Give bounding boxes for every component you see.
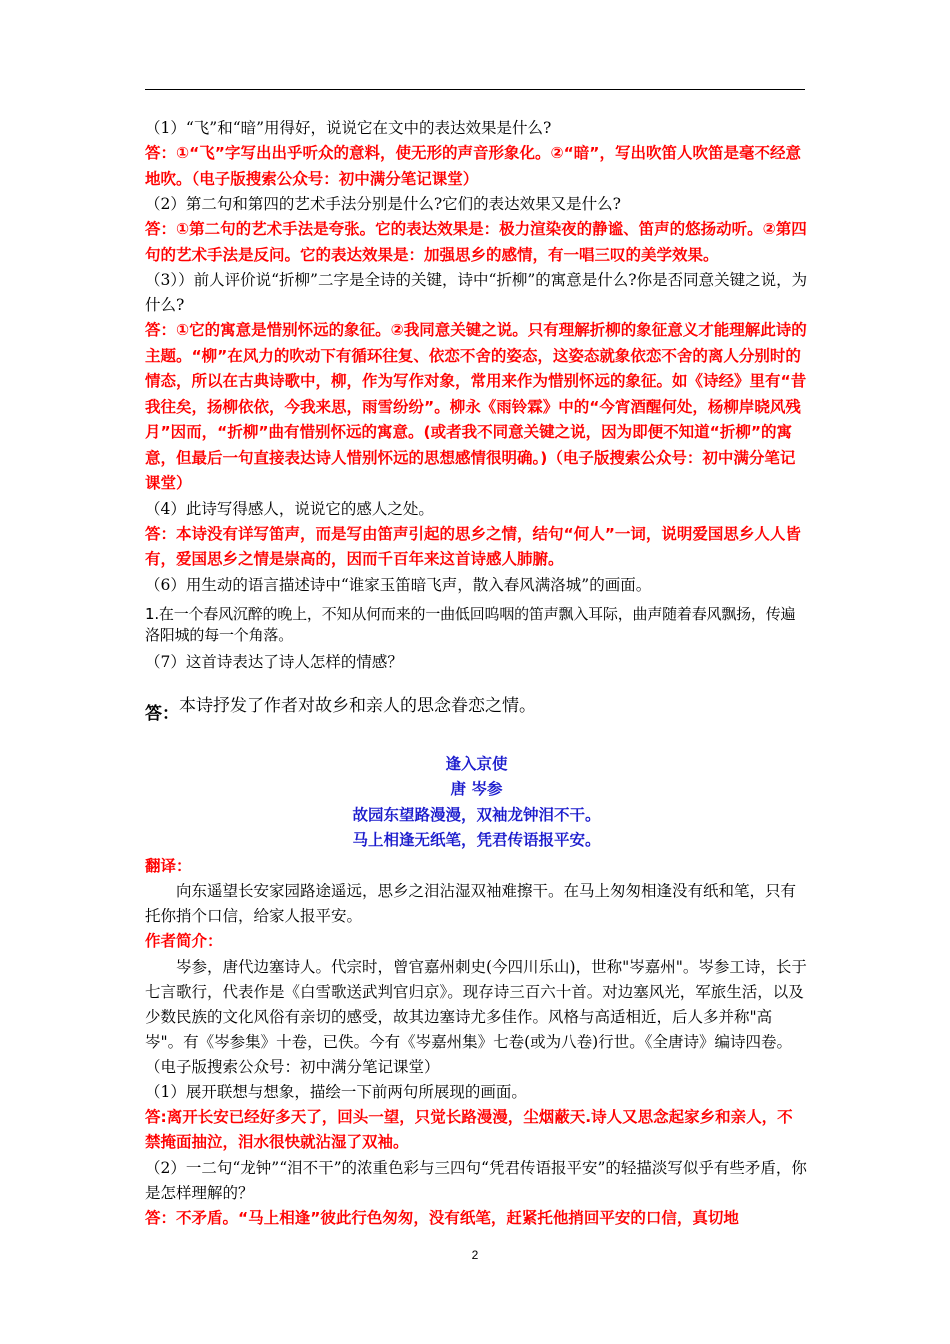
answer-7-label: 答： xyxy=(145,703,179,724)
question-2: （2）第二句和第四的艺术手法分别是什么?它们的表达效果又是什么? xyxy=(145,195,621,213)
answer-3: 答：①它的寓意是惜别怀远的象征。②我同意关键之说。只有理解折柳的象征意义才能理解此诗的主题。“柳”在风力的吹动下有循环往复、依恋不舍的姿态，这姿态就象依恋不舍的离人分别时的情态，所以在古典诗歌中，柳，作为写作对象，常用来作为惜别怀远的象征。如《诗经》里有“昔我往矣，扬柳依依，今我来思，雨雪纷纷”。柳永《雨铃霖》中的“今宵酒醒何处，杨柳岸晓风残月”因而，“折柳”曲有惜别怀远的寓意。(或者我不同意关键之说，因为即便不知道“折柳”的寓意，但最后一句直接表达诗人惜别怀远的思想感情很明确。)（电子版搜索公众号：初中满分笔记课堂） xyxy=(145,321,807,492)
author-heading: 作者简介： xyxy=(145,932,223,950)
translation-heading: 翻译： xyxy=(145,856,192,875)
poem-question-1: （1）展开联想与想象，描绘一下前两句所展现的画面。 xyxy=(145,1082,527,1101)
question-3: （3））前人评价说“折柳”二字是全诗的关键，诗中“折柳”的寓意是什么?你是否同意关键之说，为什么? xyxy=(145,271,808,314)
answer-1: 答：①“飞”字写出出乎听众的意料，使无形的声音形象化。②“暗”，写出吹笛人吹笛是毫不经意地吹。（电子版搜索公众号：初中满分笔记课堂） xyxy=(145,144,801,188)
poem-answer-2: 答：不矛盾。“马上相逢”彼此行色匆匆，没有纸笔，赶紧托他捎回平安的口信，真切地 xyxy=(145,1208,739,1227)
poem-line-2: 马上相逢无纸笔，凭君传语报平安。 xyxy=(352,831,601,849)
answer-6: 1.在一个春风沉醉的晚上，不知从何而来的一曲低回呜咽的笛声飘入耳际，曲声随着春风飘扬，传遍洛阳城的每一个角落。 xyxy=(145,604,796,644)
poem-question-2: （2）一二句“龙钟”“泪不干”的浓重色彩与三四句“凭君传语报平安”的轻描淡写似乎有些矛盾，你是怎样理解的？ xyxy=(145,1158,807,1202)
question-1: （1）“飞”和“暗”用得好，说说它在文中的表达效果是什么? xyxy=(145,119,552,137)
question-4: （4）此诗写得感人，说说它的感人之处。 xyxy=(145,499,434,518)
author-bio: 岑参，唐代边塞诗人。代宗时，曾官嘉州刺史(今四川乐山)，世称"岑嘉州"。岑参工诗，长于七言歌行，代表作是《白雪歌送武判官归京》。现存诗三百六十首。对边塞风光，军旅生活，以及少数民族的文化风俗有亲切的感受，故其边塞诗尤多佳作。风格与高适相近，后人多并称"高岑"。有《岑参集》十卷，已佚。今有《岑嘉州集》七卷(或为八卷)行世。《全唐诗》编诗四卷。（电子版搜索公众号：初中满分笔记课堂） xyxy=(145,957,807,1076)
answer-4: 答：本诗没有详写笛声，而是写由笛声引起的思乡之情，结句“何人”一词，说明爱国思乡人人皆有，爱国思乡之情是崇高的，因而千百年来这首诗感人肺腑。 xyxy=(145,524,801,568)
answer-7 xyxy=(145,691,808,724)
poem-line-1: 故园东望路漫漫，双袖龙钟泪不干。 xyxy=(352,805,601,824)
poem-answer-1: 答:离开长安已经好多天了，回头一望，只觉长路漫漫，尘烟蔽天.诗人又思念起家乡和亲人，不禁掩面抽泣，泪水很快就沾湿了双袖。 xyxy=(145,1107,793,1151)
document-body xyxy=(145,116,808,1231)
poem-author: 唐 岑参 xyxy=(450,780,503,798)
question-6: （6）用生动的语言描述诗中“谁家玉笛暗飞声，散入春风满洛城”的画面。 xyxy=(145,575,652,594)
answer-2: 答：①第二句的艺术手法是夸张。它的表达效果是：极力渲染夜的静谧、笛声的悠扬动听。②第四句的艺术手法是反问。它的表达效果是：加强思乡的感情，有一唱三叹的美学效果。 xyxy=(145,220,807,264)
question-7: （7）这首诗表达了诗人怎样的情感？ xyxy=(145,652,403,671)
poem-title: 逢入京使 xyxy=(445,754,508,773)
translation-text: 向东遥望长安家园路途遥远，思乡之泪沾湿双袖难擦干。在马上匆匆相逢没有纸和笔，只有托你捎个口信，给家人报平安。 xyxy=(145,882,797,925)
header-rule xyxy=(145,89,805,90)
answer-7-text: 本诗抒发了作者对故乡和亲人的思念眷恋之情。 xyxy=(179,695,536,716)
page-number: 2 xyxy=(471,1248,479,1262)
